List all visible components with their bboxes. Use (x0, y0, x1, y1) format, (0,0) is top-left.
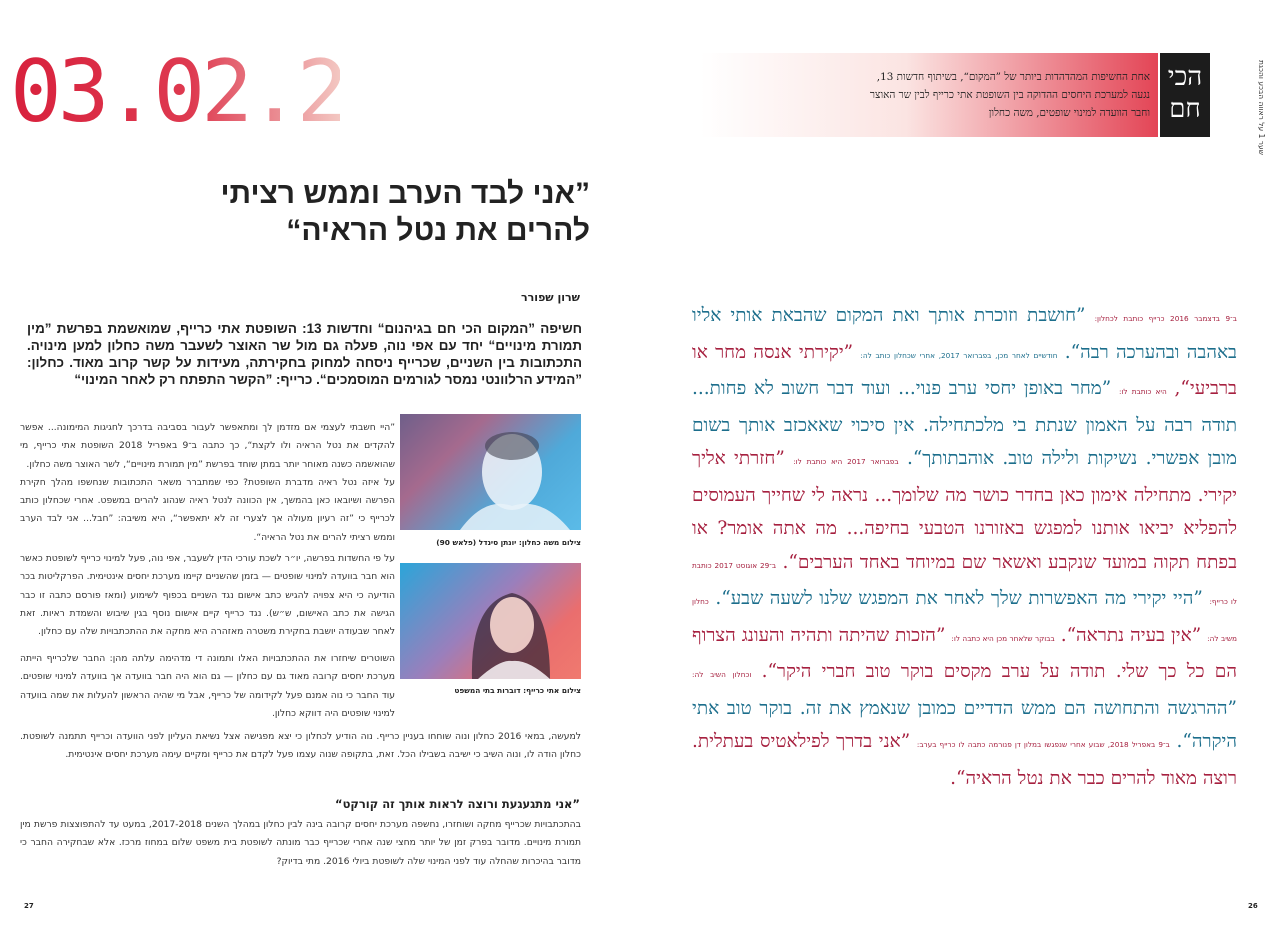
photo-kahlon (400, 414, 581, 530)
photo-caption-kahlon: צילום משה כחלון: יונתן סינדל (פלאש 90) (436, 538, 581, 547)
section-logo (1160, 53, 1210, 137)
body-paragraph-6: בהתכתבויות שכרייף מחקה ושוחזרו, נחשפה מערכת יחסים קרובה בינה לבין כחלון במהלך השנים 2017-2018, במעט עד להתפוצצות פרשת מין תמורת מינויים. מדובר בפרק זמן של יותר מחצי שנה אחרי שכרייף כבר מונתה לשופטת בית משפט שלום במחוז מרכז. אלא שבחקירה החבר כי מדובר בהיכרות שהחלה עוד לפני המינוי שלה לשופטת ביולי 2016. מתי בדיוק? (20, 819, 581, 867)
page-number-left: 27 (24, 902, 34, 910)
tag-line-3: וחבר הוועדה למינוי שופטים, משה כחלון (988, 107, 1150, 119)
tag-line-1: אחת החשיפות המהדהדות ביותר של ”המקום“, בשיתוף חדשות 13, (876, 71, 1150, 83)
quote-7: ”הזכות שהיתה ותהיה והעונג הצרוף הם כל כך שלי. תודה על ערב מקסים בוקר טוב חברי היקר“. (692, 624, 1237, 682)
photo-caption-kreiff: צילום אתי כרייף: דוברות בתי המשפט (454, 686, 581, 695)
article-body-lower (20, 650, 395, 723)
quote-4: ”חזרתי אליך יקירי. מתחילה אימון כאן בחדר כושר מה שלומך... נראה לי שחייך העמוסים להפליא יביאו אותנו למפגש באזורנו הטבעי בחיפה... מה אתה אומר? או בפתח תקוה במועד שנקבע ואשאר שם במיוחד באחד הערבים“. (692, 448, 1237, 573)
quotes-block (692, 299, 1237, 795)
quote-note-9: ב־9 באפריל 2018, שבוע אחרי שנפגשו במלון דן פנורמה כתבה לו כרייף בערב: (916, 740, 1170, 749)
article-body (20, 419, 395, 547)
body-paragraph-2: על איזה נטל ראיה מדברת השופטת? כפי שמתברר משאר התכתובות שנחשפו מהלך חקירת הפרשה ושיובאו כאן בהמשך, אין הכוונה לנטל ראיה שנהוג להרים במשפט. אחרי שכחלון כותב לכרייף כי ”זה רעיון מעולה אך לצערי זה לא יתאפשר“, היא משיבה: ”חבל... אני לבד הערב וממש רציתי להרים את נטל הראיה“. (20, 476, 395, 543)
portrait-man-image (400, 414, 581, 530)
logo-text-1: הכי (1167, 62, 1203, 92)
quote-9: ”אני בדרך לפילאטיס בעתלית. רוצה מאוד להרים כבר את נטל הראיה“. (692, 731, 1237, 789)
quote-note-2: חודשיים לאחר מכן, בפברואר 2017, אחרי שכחלון כותב לה: (860, 350, 1058, 360)
author-byline: שרון שפורר (521, 291, 580, 304)
quote-note-6: כחלון משיב לה: (692, 597, 1237, 643)
quote-1: ”חושבת וזוכרת אותך ואת המקום שהבאת אותי אליו באהבה ובהערכה רבה“. (692, 305, 1237, 363)
quote-5: ”היי יקירי מה האפשרות שלך לאחר את המפגש שלנו לשעה שבע“. (715, 588, 1203, 609)
headline-line-1: ”אני לבד הערב וממש רציתי (220, 177, 590, 210)
quote-2: ”יקירתי אנסה מחר או ברביעי“, (692, 341, 1237, 399)
quote-note-7: בבוקר שלאחר מכן היא כתבה לו: (951, 633, 1055, 643)
article-lead: חשיפה ”המקום הכי חם בגיהנום“ וחדשות 13: השופטת אתי כרייף, שמואשמת בפרשת ”מין תמורת מינויים“ יחד עם אפי נוה, פעלה גם מול שר האוצר לשעבר משה כחלון למען מינויה. התכתובות בין השניים, שכרייף ניסחה למחוק בחקירתה, מעידות על קשר קרוב מאוד. כחלון: ”המידע הרלוונטי נמסר לגורמים המוסמכים“. כרייף: ”הקשר התפתח רק לאחר המינוי“ (27, 321, 582, 387)
page-number-right: 26 (1248, 902, 1258, 910)
photo-kreiff (400, 563, 581, 679)
vertical-section-label: שער 1 על ראווה הבכע והכגת (1257, 60, 1266, 155)
article-headline (120, 175, 590, 249)
quote-note-4: בפברואר 2017 היא כותבת לו: (793, 457, 899, 466)
article-body-wide (20, 728, 581, 765)
issue-date: 03.02.20 (10, 42, 393, 142)
quote-3: ”מחר באופן יחסי ערב פנוי... ועוד דבר חשוב לא פחות... תודה רבה על האמון שנתת בי מלכתחילה. אין סיכוי שאאכזב אותך בשום מובן אפשרי. נשיקות ולילה טוב. אוהבתותך“. (692, 378, 1237, 469)
body-paragraph-1: ”היי חשבתי לעצמי אם מזדמן לך ומתאפשר לעבור בסביבה בדרכך לחגיגות המימונה... אפשר להקדים את נטל הראיה ולו לקצת“, כך כתבה ב־9 באפריל 2018 השופטת אתי כרייף, מי שהואשמה כשנה מאוחר יותר במתן שוחד בפרשת ”מין תמורת מינויים“, לשר האוצר משה כחלון. (20, 422, 395, 470)
section-tag-text (710, 68, 1150, 122)
body-paragraph-4: השוטרים שיחזרו את ההתכתבויות האלו ותמונה די מדהימה עלתה מהן: החבר שלכרייף הייתה מערכת יחסים קרובה מאוד גם עם כחלון — גם הוא היה חבר בוועדה אך בוועדה למינוי שופטים. עוד החבר כי נוה אמנם פעל לקידומה של כרייף, אבל מי שהיה הראשון להעלות את שמה בוועדה למינוי שופטים היה דווקא כחלון. (20, 653, 395, 719)
tag-line-2: נגעה למערכת היחסים ההדוקה בין השופטת אתי כרייף לבין שר האוצר (869, 89, 1150, 101)
portrait-woman-image (400, 563, 581, 679)
body-paragraph-3: על פי החשדות בפרשה, יו״ר לשכת עורכי הדין לשעבר, אפי נוה, פעל למינוי כרייף לשופטת כאשר הוא חבר בוועדה למינוי שופטים — בזמן שהשניים קיימו מערכת יחסים אינטימית. הפרקליטות בכר הודיעה כי היא צפויה להגיש כתב אישום נגד השניים בכפוף לשימוע (ומאז פורסם כתבה זו כבר הגישה את כתב האישום, ש״ש). נגד כרייף קיים אישום נוסף בגין שיבוש והשמדת ראיות. זאת לאחר שבעודה יושבת בחקירת משטרה מאזהרה היא מחקה את ההתכתבויות שלה עם כחלון. (20, 553, 395, 638)
quote-note-5: ב־29 אוגוסט 2017 כותבת לו כרייף: (692, 560, 1237, 606)
article-subhead: ”אני מתגעגעת ורוצה לראות אותך זה קורקט“ (335, 797, 580, 811)
headline-line-2: להרים את נטל הראיה“ (286, 214, 590, 247)
body-paragraph-5: למעשה, במאי 2016 כחלון ונוה שוחחו בעניין כרייף. נוה הודיע לכחלון כי יצא מפגישה אצל נשיאת העליון לפני הוועדה וכרייף תתמנה לשופטת. כחלון הודה לו, ונוה השיב כי ישיבה בשבילו הכל. זאת, בתקופה שנוה עצמו פעל לקדם את כרייף ומקיים עימה מערכת יחסים אינטימית. (20, 731, 581, 761)
logo-text-2: חם (1169, 94, 1201, 124)
quote-note-3: היא כותבת לו: (1118, 387, 1167, 396)
quote-8: ”ההרגשה והתחושה הם ממש הדדיים כמובן שנאמץ את זה. בוקר טוב אתי היקרה“. (692, 697, 1237, 752)
article-body-end (20, 816, 581, 871)
quote-note-8: וכחלון השיב לה: (692, 670, 752, 679)
quote-6: ”אין בעיה נתראה“. (1060, 624, 1202, 646)
quote-note-1: ב־9 בדצמבר 2016 כרייף כותבת לכחלון: (1094, 314, 1237, 323)
article-body-continued (20, 550, 395, 641)
